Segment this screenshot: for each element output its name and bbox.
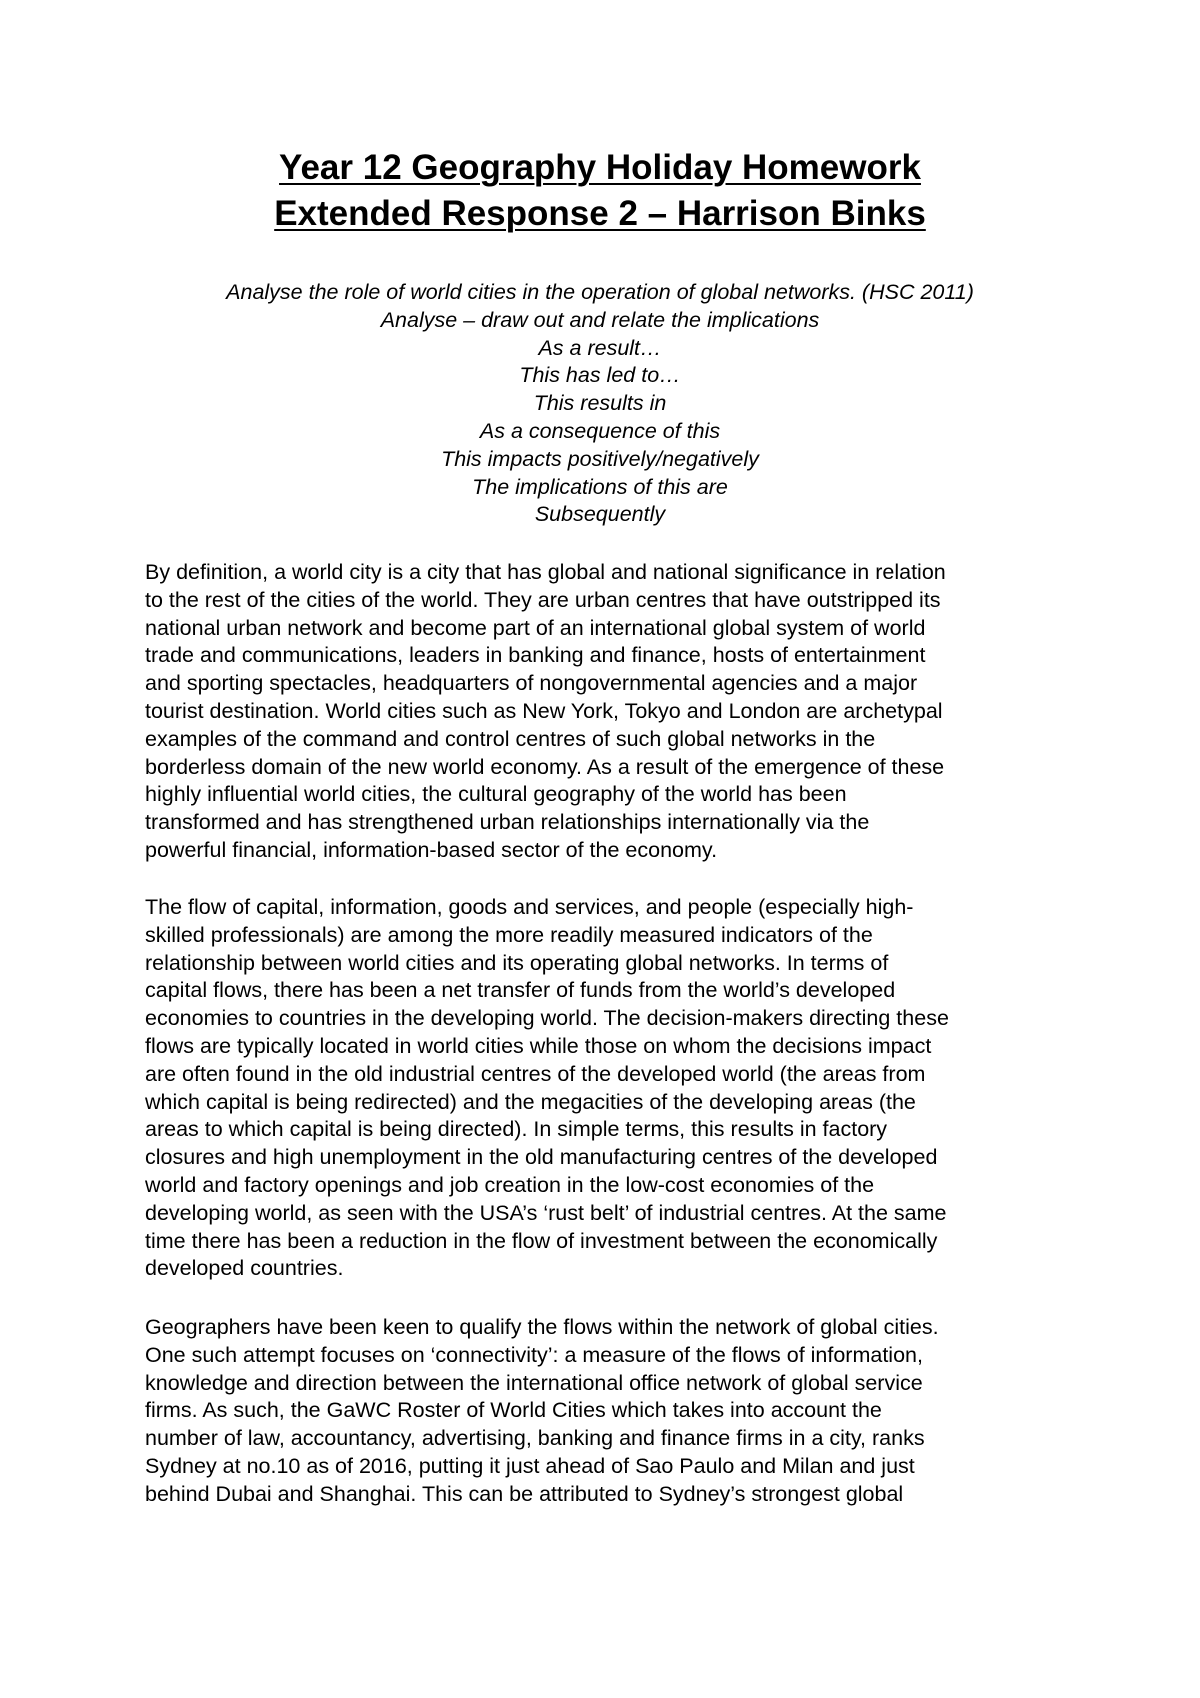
paragraph-line: world and factory openings and job creation in the low-cost economies of the <box>145 1172 875 1197</box>
paragraph-line: which capital is being redirected) and the megacities of the developing areas (the <box>145 1089 916 1114</box>
body-paragraph-1 <box>145 559 1065 865</box>
paragraph-line: areas to which capital is being directed). In simple terms, this results in factory <box>145 1117 888 1142</box>
body-paragraph-3 <box>145 1314 1065 1509</box>
paragraph-line: transformed and has strengthened urban relationships internationally via the <box>145 810 870 835</box>
title-line-1: Year 12 Geography Holiday Homework <box>279 148 921 187</box>
paragraph-line: capital flows, there has been a net transfer of funds from the world’s developed <box>145 978 896 1003</box>
paragraph-line: By definition, a world city is a city that has global and national significance in relation <box>145 560 946 584</box>
body-paragraph-2 <box>145 894 1065 1283</box>
paragraph-line: trade and communications, leaders in banking and finance, hosts of entertainment <box>145 643 926 668</box>
paragraph-line: relationship between world cities and its operating global networks. In terms of <box>145 950 889 975</box>
prompt-line: Subsequently <box>534 502 666 527</box>
paragraph-line: and sporting spectacles, headquarters of nongovernmental agencies and a major <box>145 671 918 696</box>
prompt-line: This results in <box>533 391 667 416</box>
paragraph-line: developed countries. <box>145 1256 344 1281</box>
prompt-line: Analyse – draw out and relate the implications <box>380 307 820 332</box>
paragraph-line: Sydney at no.10 as of 2016, putting it just ahead of Sao Paulo and Milan and just <box>145 1453 915 1478</box>
paragraph-line: closures and high unemployment in the old manufacturing centres of the developed <box>145 1145 938 1170</box>
paragraph-line: number of law, accountancy, advertising, banking and finance firms in a city, ranks <box>145 1426 925 1451</box>
prompt-line: As a result… <box>538 335 662 360</box>
paragraph-line: developing world, as seen with the USA’s ‘rust belt’ of industrial centres. At the same <box>145 1200 947 1225</box>
paragraph-line: are often found in the old industrial centres of the developed world (the areas from <box>145 1061 926 1086</box>
title-line-2: Extended Response 2 – Harrison Binks <box>274 194 926 233</box>
paragraph-line: national urban network and become part of an international global system of world <box>145 615 926 640</box>
paragraph-line: One such attempt focuses on ‘connectivity’: a measure of the flows of information, <box>145 1342 923 1367</box>
paragraph-line: knowledge and direction between the international office network of global service <box>145 1370 923 1395</box>
paragraph-line: skilled professionals) are among the more readily measured indicators of the <box>145 922 873 947</box>
prompt-question: Analyse the role of world cities in the operation of global networks. (HSC 2011) <box>226 280 974 304</box>
paragraph-line: borderless domain of the new world economy. As a result of the emergence of these <box>145 754 945 779</box>
prompt-line: As a consequence of this <box>479 418 721 443</box>
paragraph-line: tourist destination. World cities such as New York, Tokyo and London are archetypal <box>145 698 943 723</box>
paragraph-line: firms. As such, the GaWC Roster of World Cities which takes into account the <box>145 1398 882 1423</box>
paragraph-line: to the rest of the cities of the world. They are urban centres that have outstripped its <box>145 587 941 612</box>
paragraph-line: highly influential world cities, the cultural geography of the world has been <box>145 782 847 807</box>
prompt-line: This impacts positively/negatively <box>441 446 759 471</box>
paragraph-line: The flow of capital, information, goods and services, and people (especially high- <box>145 895 914 919</box>
paragraph-line: powerful financial, information-based sector of the economy. <box>145 837 718 862</box>
paragraph-line: flows are typically located in world cities while those on whom the decisions impact <box>145 1033 932 1058</box>
prompt-line: The implications of this are <box>472 474 728 499</box>
paragraph-line: Geographers have been keen to qualify the flows within the network of global cities. <box>145 1315 939 1339</box>
paragraph-line: time there has been a reduction in the flow of investment between the economically <box>145 1228 938 1253</box>
prompt-line: This has led to… <box>519 363 681 388</box>
paragraph-line: economies to countries in the developing world. The decision-makers directing these <box>145 1006 949 1031</box>
paragraph-line: behind Dubai and Shanghai. This can be attributed to Sydney’s strongest global <box>145 1481 904 1506</box>
paragraph-line: examples of the command and control centres of such global networks in the <box>145 726 876 751</box>
essay-prompt <box>0 279 1200 529</box>
document-title <box>0 145 1200 237</box>
